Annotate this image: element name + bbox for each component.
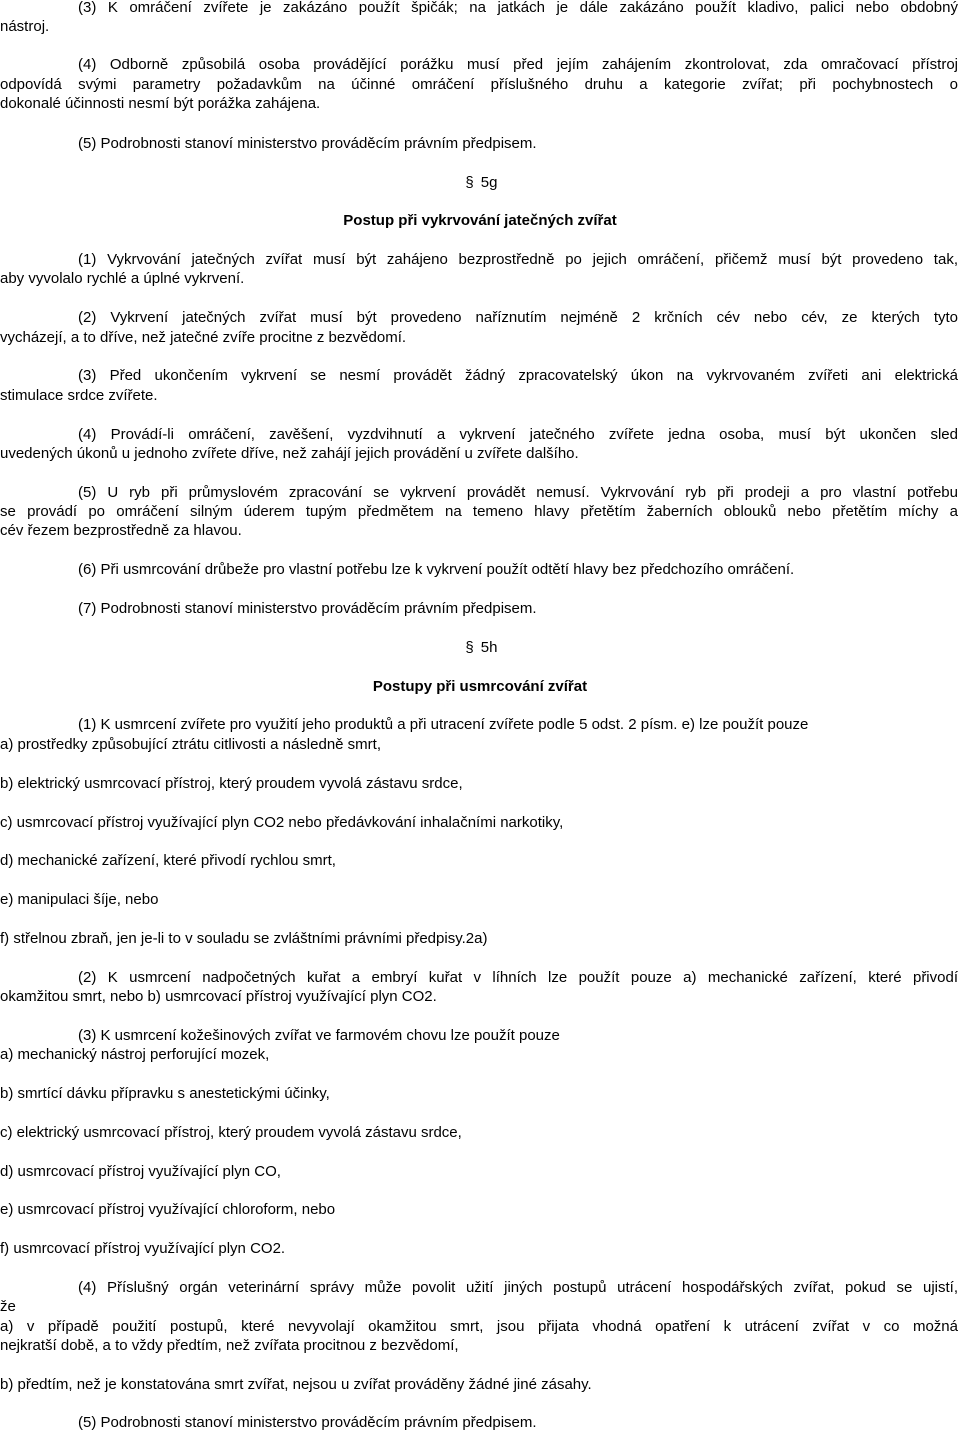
paragraph-text: okamžitou smrt, nebo b) usmrcovací přístroj využívající plyn CO2. bbox=[0, 988, 437, 1005]
list-item: c) usmrcovací přístroj využívající plyn CO2 nebo předávkování inhalačními narkotiky, bbox=[0, 814, 564, 831]
section-title: Postupy při usmrcování zvířat bbox=[372, 678, 588, 695]
section-title: Postup při vykrvování jatečných zvířat bbox=[343, 212, 617, 229]
list-item: e) manipulaci šíje, nebo bbox=[0, 891, 159, 908]
paragraph-text: (6) Při usmrcování drůbeže pro vlastní potřebu lze k vykrvení použít odtětí hlavy bez předchozího omráčení. bbox=[78, 561, 795, 578]
paragraph-text: uvedených úkonů u jednoho zvířete dříve, než zahájí jejich provádění u zvířete dalšího. bbox=[0, 445, 579, 462]
list-item: b) předtím, než je konstatována smrt zvířat, nejsou u zvířat prováděny žádné jiné zásahy. bbox=[0, 1376, 592, 1393]
list-item: a) v případě použití postupů, které nevyvolají okamžitou smrt, jsou přijata vhodná opatření k utrácení zvířat v co možná bbox=[0, 1318, 958, 1335]
section-number-text: 5h bbox=[480, 639, 498, 656]
paragraph-text: že bbox=[0, 1298, 16, 1315]
list-item: e) usmrcovací přístroj využívající chloroform, nebo bbox=[0, 1201, 336, 1218]
list-item: c) elektrický usmrcovací přístroj, který proudem vyvolá zástavu srdce, bbox=[0, 1124, 462, 1141]
paragraph-text: (2) K usmrcení nadpočetných kuřat a embryí kuřat v líhních lze použít pouze a) mechanické zařízení, které přivodí bbox=[78, 969, 958, 986]
paragraph-text: (1) Vykrvování jatečných zvířat musí být zahájeno bezprostředně po jejich omráčení, přičemž musí být provedeno tak, bbox=[78, 251, 958, 268]
list-item: f) usmrcovací přístroj využívající plyn CO2. bbox=[0, 1240, 286, 1257]
paragraph-text: (5) Podrobnosti stanoví ministerstvo prováděcím právním předpisem. bbox=[78, 1414, 537, 1431]
paragraph-text: (4) Příslušný orgán veterinární správy může povolit užití jiných postupů utrácení hospodářských zvířat, pokud se ujistí, bbox=[78, 1279, 958, 1296]
list-item: b) smrtící dávku přípravku s anestetickými účinky, bbox=[0, 1085, 330, 1102]
paragraph-text: (3) Před ukončením vykrvení se nesmí provádět žádný zpracovatelský úkon na vykrvovaném zvířeti ani elektrická bbox=[78, 367, 958, 384]
list-item: nejkratší době, a to vždy předtím, než zvířata procitnou z bezvědomí, bbox=[0, 1337, 459, 1354]
paragraph-text: (5) U ryb při průmyslovém zpracování se vykrvení provádět nemusí. Vykrvování ryb při prodeji a pro vlastní potřebu bbox=[78, 484, 958, 501]
paragraph-text: stimulace srdce zvířete. bbox=[0, 387, 158, 404]
paragraph-text: (7) Podrobnosti stanoví ministerstvo prováděcím právním předpisem. bbox=[78, 600, 537, 617]
list-item: f) střelnou zbraň, jen je-li to v souladu se zvláštními právními předpisy.2a) bbox=[0, 930, 488, 947]
paragraph-text: (1) K usmrcení zvířete pro využití jeho produktů a při utracení zvířete podle 5 odst. 2 písm. e) lze použít pouze bbox=[78, 716, 809, 733]
paragraph-text: (2) Vykrvení jatečných zvířat musí být provedeno naříznutím nejméně 2 krčních cév nebo cév, ze kterých tyto bbox=[78, 309, 958, 326]
section-symbol: § bbox=[465, 174, 474, 191]
section-number bbox=[0, 638, 960, 658]
paragraph-text: (5) Podrobnosti stanoví ministerstvo prováděcím právním předpisem. bbox=[78, 135, 537, 152]
paragraph-text: odpovídá svými parametry požadavkům na účinné omráčení příslušného druhu a kategorie zvířat; při pochybnostech o bbox=[0, 76, 958, 93]
list-item: a) prostředky způsobující ztrátu citlivosti a následně smrt, bbox=[0, 736, 381, 753]
paragraph-text: cév řezem bezprostředně za hlavou. bbox=[0, 522, 242, 539]
paragraph-text: nástroj. bbox=[0, 18, 50, 35]
paragraph-text: se provádí po omráčení silným úderem tupým předmětem na temeno hlavy přetětím žaberních oblouků nebo přetětím míchy a bbox=[0, 503, 958, 520]
list-item: d) usmrcovací přístroj využívající plyn CO, bbox=[0, 1163, 281, 1180]
paragraph-text: vycházejí, a to dříve, než jatečné zvíře procitne z bezvědomí. bbox=[0, 329, 407, 346]
paragraph-text: aby vyvolalo rychlé a úplné vykrvení. bbox=[0, 270, 245, 287]
paragraph-text: (3) K omráčení zvířete je zakázáno použít špičák; na jatkách je dále zakázáno použít kladivo, palici nebo obdobný bbox=[78, 0, 958, 16]
paragraph-text: (4) Provádí-li omráčení, zavěšení, vyzdvihnutí a vykrvení jatečného zvířete jedna osoba, musí být ukončen sled bbox=[78, 426, 958, 443]
section-number bbox=[0, 173, 960, 193]
section-number-text: 5g bbox=[480, 174, 498, 191]
list-item: d) mechanické zařízení, které přivodí rychlou smrt, bbox=[0, 852, 336, 869]
list-item: a) mechanický nástroj perforující mozek, bbox=[0, 1046, 270, 1063]
paragraph-text: (4) Odborně způsobilá osoba provádějící porážku musí před jejím zahájením zkontrolovat, zda omračovací přístroj bbox=[78, 56, 958, 73]
list-item: b) elektrický usmrcovací přístroj, který proudem vyvolá zástavu srdce, bbox=[0, 775, 463, 792]
paragraph-text: (3) K usmrcení kožešinových zvířat ve farmovém chovu lze použít pouze bbox=[78, 1027, 560, 1044]
paragraph-text: dokonalé účinnosti nesmí být porážka zahájena. bbox=[0, 95, 321, 112]
section-symbol: § bbox=[465, 639, 474, 656]
